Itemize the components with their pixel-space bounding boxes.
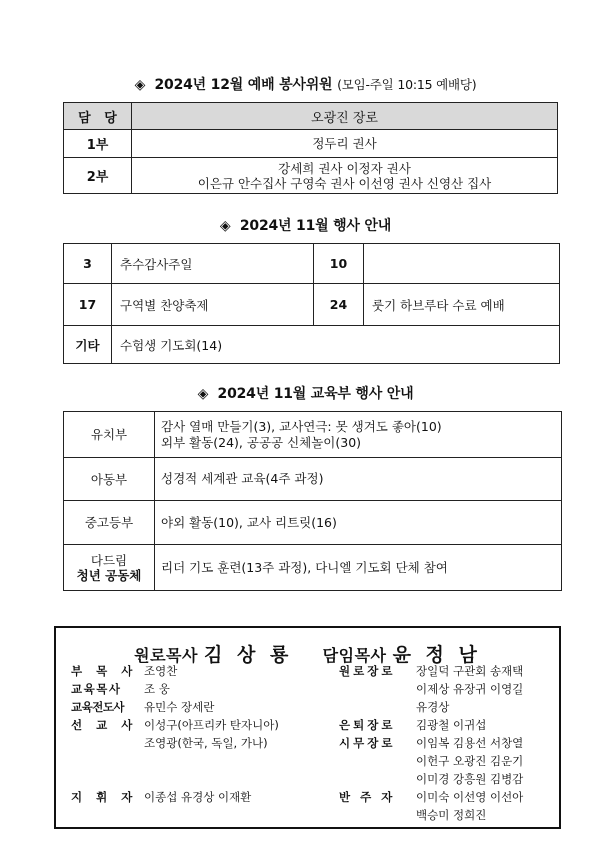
event-name: 구역별 찬양축제: [112, 284, 314, 326]
staff-row: [56, 770, 559, 788]
staff-names: 이임복 김용선 서창열: [416, 736, 524, 750]
staff-role: 교육목사: [71, 682, 122, 696]
staff-row: [56, 734, 559, 752]
events-section-title: [0, 215, 611, 235]
volunteers-table: [63, 102, 558, 194]
dept-young-adult-events: 리더 기도 훈련(13주 과정), 다니엘 기도회 단체 참여: [155, 545, 562, 591]
volunteers-section-title: [0, 74, 611, 94]
staff-role: 은퇴장로: [339, 718, 396, 732]
volunteers-header-value: 오광진 장로: [132, 103, 558, 130]
dept-kindergarten-events: [155, 412, 562, 458]
staff-names: 조영광(한국, 독일, 가나): [144, 736, 268, 750]
service-2-label: 2부: [64, 158, 132, 194]
education-section-title: [0, 383, 611, 403]
staff-row: [56, 680, 559, 698]
staff-names: 유민수 장세란: [144, 700, 215, 714]
staff-names: 이성구(아프리카 탄자니아): [144, 718, 279, 732]
service-2-volunteers: [132, 158, 558, 194]
dept-kindergarten-label: 유치부: [64, 412, 155, 458]
event-day: 10: [314, 244, 364, 284]
events-title: 2024년 11월 행사 안내: [239, 218, 392, 234]
staff-names: 조영찬: [144, 664, 178, 678]
service-1-label: 1부: [64, 130, 132, 158]
education-table: [63, 411, 562, 591]
diamond-bullet-icon: ◈: [134, 77, 146, 93]
staff-row: [56, 662, 559, 680]
emeritus-name: 김 상 룡: [204, 644, 293, 666]
events-other-label: 기타: [64, 326, 112, 364]
volunteers-header-label: 담 당: [64, 103, 132, 130]
diamond-bullet-icon: ◈: [197, 386, 209, 402]
dept-young-adult-label-line-1: 다드림: [90, 552, 128, 568]
event-day: 24: [314, 284, 364, 326]
staff-row: [56, 788, 559, 806]
staff-names: 백승미 정희진: [416, 808, 487, 822]
service-1-volunteers: 정두리 권사: [132, 130, 558, 158]
staff-names: 이미숙 이선영 이선아: [416, 790, 524, 804]
senior-name: 윤 정 남: [392, 644, 481, 666]
dept-youth-label: 중고등부: [64, 501, 155, 545]
dept-children-events: 성경적 세계관 교육(4주 과정): [155, 458, 562, 501]
volunteers-subtitle: (모임-주일 10:15 예배당): [337, 77, 477, 92]
diamond-bullet-icon: ◈: [219, 218, 231, 234]
event-day: 3: [64, 244, 112, 284]
staff-role: 선 교 사: [71, 718, 138, 732]
staff-directory: [54, 626, 561, 829]
staff-names: 유경상: [416, 700, 450, 714]
staff-names: 이제상 유장귀 이영길: [416, 682, 524, 696]
staff-names: 이미경 강흥원 김병감: [416, 772, 524, 786]
staff-role: 부 목 사: [71, 664, 138, 678]
events-other-value: 수험생 기도회(14): [112, 326, 560, 364]
event-name: 룻기 하브루타 수료 예배: [364, 284, 560, 326]
service-2-line-1: 강세희 권사 이정자 권사: [278, 160, 411, 176]
staff-names: 이종섭 유경상 이재환: [144, 790, 252, 804]
service-2-line-2: 이은규 안수집사 구영숙 권사 이선영 권사 신영산 집사: [197, 175, 492, 191]
event-name: 추수감사주일: [112, 244, 314, 284]
event-day: 17: [64, 284, 112, 326]
volunteers-title: 2024년 12월 예배 봉사위원: [154, 77, 333, 93]
senior-title: 담임목사: [322, 646, 387, 665]
staff-names: 김광철 이귀섭: [416, 718, 487, 732]
staff-role: 지 휘 자: [71, 790, 138, 804]
staff-names: 조 웅: [144, 682, 170, 696]
staff-names: 장일덕 구관회 송재택: [416, 664, 524, 678]
events-table: [63, 243, 560, 364]
staff-role: 교육전도사: [71, 700, 125, 714]
event-name: [364, 244, 560, 284]
staff-row: [56, 716, 559, 734]
staff-row: [56, 752, 559, 770]
dept-young-adult-label-line-2: 청년 공동체: [76, 567, 142, 583]
education-title: 2024년 11월 교육부 행사 안내: [217, 386, 414, 402]
staff-row: [56, 698, 559, 716]
dept-event-line: 외부 활동(24), 공공공 신체놀이(30): [161, 434, 362, 450]
staff-role: 반 주 자: [339, 790, 396, 804]
staff-role: 시무장로: [339, 736, 396, 750]
dept-event-line: 감사 열매 만들기(3), 교사연극: 못 생겨도 좋아(10): [161, 418, 442, 434]
dept-young-adult-label: [64, 545, 155, 591]
staff-row: [56, 806, 559, 824]
staff-role: 원로장로: [339, 664, 396, 678]
staff-names: 이헌구 오광진 김운기: [416, 754, 524, 768]
dept-youth-events: 야외 활동(10), 교사 리트릿(16): [155, 501, 562, 545]
emeritus-title: 원로목사: [134, 646, 198, 665]
dept-children-label: 아동부: [64, 458, 155, 501]
